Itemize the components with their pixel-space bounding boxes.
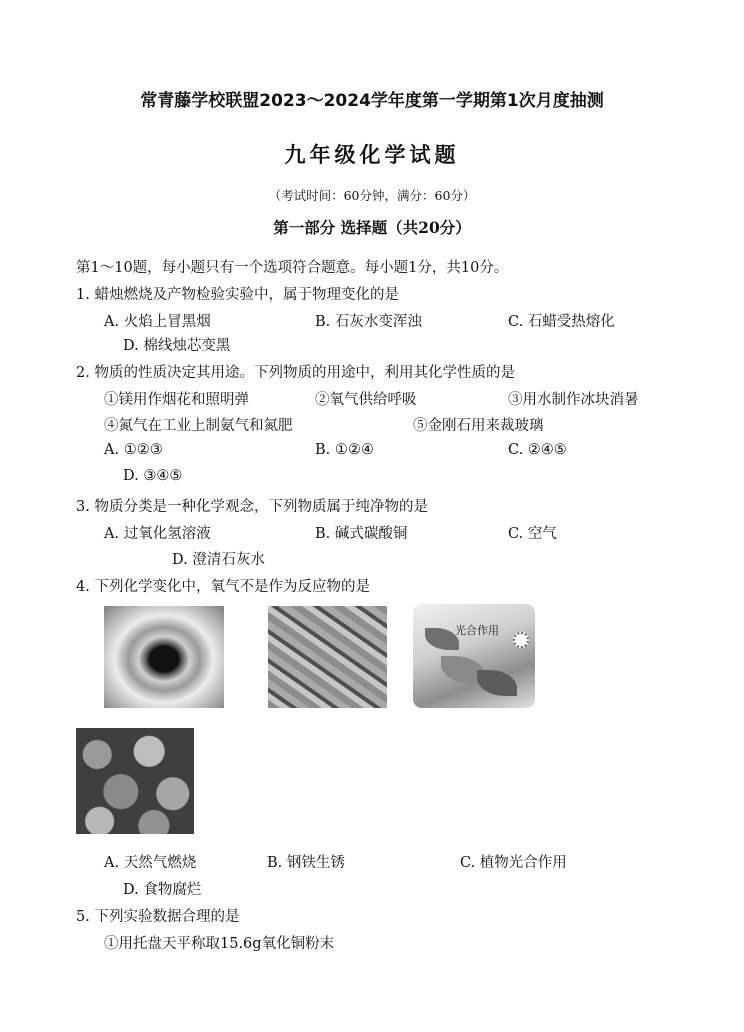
question-2-item-4: ④氮气在工业上制氨气和氮肥 bbox=[104, 418, 293, 434]
question-2-stem: 2. 物质的性质决定其用途。下列物质的用途中，利用其化学性质的是 bbox=[76, 365, 515, 381]
question-2-option-a: A. ①②③ bbox=[104, 442, 163, 458]
question-3-option-b: B. 碱式碳酸铜 bbox=[315, 526, 408, 542]
question-3-stem: 3. 物质分类是一种化学观念，下列物质属于纯净物的是 bbox=[76, 499, 428, 515]
question-1-option-c: C. 石蜡受热熔化 bbox=[508, 314, 615, 330]
rotten-food-image bbox=[76, 728, 194, 834]
question-1-stem: 1. 蜡烛燃烧及产物检验实验中，属于物理变化的是 bbox=[76, 287, 399, 303]
exam-title: 九年级化学试题 bbox=[284, 143, 460, 167]
question-2-option-d: D. ③④⑤ bbox=[123, 468, 183, 484]
section-title: 第一部分 选择题（共20分） bbox=[273, 218, 471, 237]
question-2-item-5: ⑤金刚石用来裁玻璃 bbox=[413, 418, 544, 434]
question-3-option-a: A. 过氧化氢溶液 bbox=[104, 526, 211, 542]
photosynthesis-label: 光合作用 bbox=[455, 624, 499, 637]
question-2-option-c: C. ②④⑤ bbox=[508, 442, 567, 458]
question-5-item-1: ①用托盘天平称取15.6g氧化铜粉末 bbox=[104, 936, 335, 952]
question-5-stem: 5. 下列实验数据合理的是 bbox=[76, 909, 240, 925]
instructions: 第1～10题，每小题只有一个选项符合题意。每小题1分，共10分。 bbox=[76, 260, 509, 276]
question-3-option-d: D. 澄清石灰水 bbox=[172, 552, 265, 568]
question-2-item-2: ②氧气供给呼吸 bbox=[315, 392, 417, 408]
school-title: 常青藤学校联盟2023～2024学年度第一学期第1次月度抽测 bbox=[140, 91, 604, 111]
question-1-option-a: A. 火焰上冒黑烟 bbox=[104, 314, 211, 330]
question-4-option-d: D. 食物腐烂 bbox=[123, 882, 202, 898]
sun-icon bbox=[513, 632, 529, 648]
photosynthesis-image bbox=[413, 604, 535, 708]
exam-info: （考试时间：60分钟，满分：60分） bbox=[268, 188, 476, 203]
gas-flame-image bbox=[104, 606, 224, 708]
question-1-option-b: B. 石灰水变浑浊 bbox=[315, 314, 422, 330]
question-3-option-c: C. 空气 bbox=[508, 526, 557, 542]
question-4-option-c: C. 植物光合作用 bbox=[460, 855, 567, 871]
question-1-option-d: D. 棉线烛芯变黑 bbox=[123, 338, 231, 354]
question-4-option-a: A. 天然气燃烧 bbox=[104, 855, 197, 871]
question-2-item-1: ①镁用作烟花和照明弹 bbox=[104, 392, 249, 408]
rusty-steel-image bbox=[268, 606, 387, 708]
question-4-option-b: B. 钢铁生锈 bbox=[267, 855, 345, 871]
question-2-item-3: ③用水制作冰块消暑 bbox=[508, 392, 639, 408]
question-4-stem: 4. 下列化学变化中，氧气不是作为反应物的是 bbox=[76, 579, 370, 595]
question-2-option-b: B. ①②④ bbox=[315, 442, 374, 458]
